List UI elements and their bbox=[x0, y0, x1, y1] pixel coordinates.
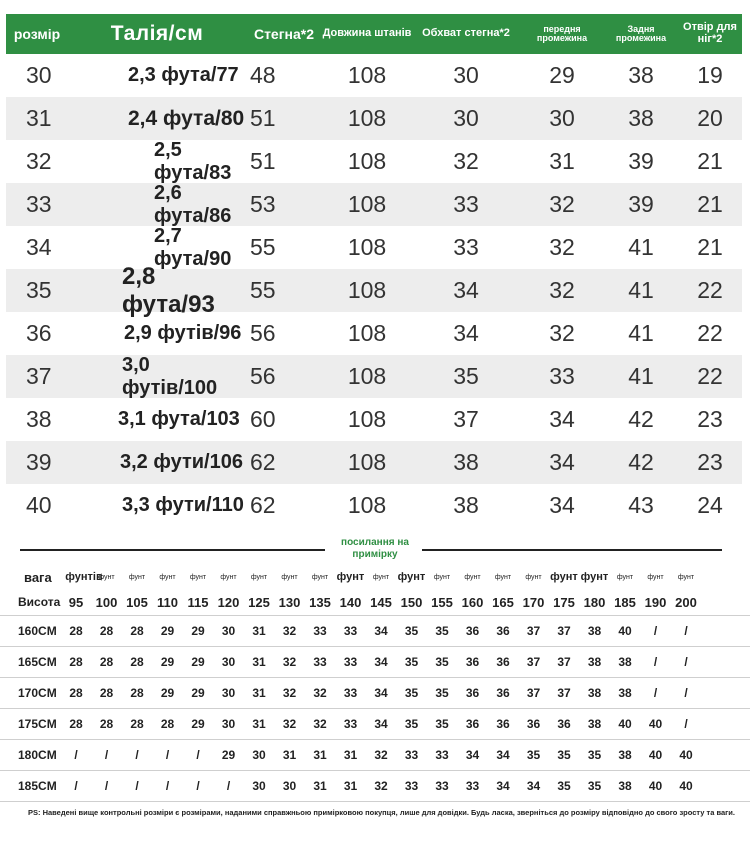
size-cell-waist: 2,6 фута/86 bbox=[154, 181, 232, 227]
weight-value: 105 bbox=[126, 594, 148, 610]
weight-unit: фунт bbox=[647, 573, 664, 581]
weight-value: 180 bbox=[583, 594, 606, 610]
fit-size-cell: 31 bbox=[282, 748, 297, 762]
fit-size-cell: / bbox=[196, 748, 200, 762]
size-cell-thigh: 30 bbox=[453, 105, 479, 131]
size-cell-front: 30 bbox=[549, 105, 575, 131]
size-cell-waist: 2,4 фута/80 bbox=[128, 106, 245, 130]
weight-unit: фунт bbox=[372, 573, 390, 581]
size-cell-back: 38 bbox=[628, 62, 654, 88]
size-cell-length: 108 bbox=[347, 105, 387, 131]
size-cell-leg: 19 bbox=[697, 62, 723, 88]
size-cell-length: 108 bbox=[347, 449, 387, 475]
fit-size-cell: 33 bbox=[343, 717, 358, 731]
fit-size-cell: / bbox=[74, 748, 78, 762]
weight-unit: фунт bbox=[128, 573, 146, 581]
header-back-rise: Задня промежина bbox=[615, 23, 667, 43]
fit-size-cell: 34 bbox=[496, 748, 510, 762]
fit-size-cell: 34 bbox=[374, 686, 388, 700]
size-cell-length: 108 bbox=[347, 191, 387, 217]
fit-size-cell: 28 bbox=[99, 624, 114, 638]
fit-size-cell: 36 bbox=[496, 624, 510, 638]
height-value: 180CM bbox=[18, 748, 57, 762]
size-cell-waist: 3,0 футів/100 bbox=[122, 353, 218, 399]
fit-size-cell: 40 bbox=[679, 779, 693, 793]
size-cell-size: 37 bbox=[26, 363, 52, 389]
size-cell-thigh: 32 bbox=[453, 148, 479, 174]
size-cell-thigh: 35 bbox=[453, 363, 479, 389]
size-cell-front: 33 bbox=[549, 363, 575, 389]
fit-size-cell: 35 bbox=[404, 624, 419, 638]
size-cell-front: 34 bbox=[549, 406, 575, 432]
weight-unit: фунт bbox=[281, 573, 298, 581]
weight-unit: фунт bbox=[616, 573, 634, 581]
size-cell-length: 108 bbox=[347, 406, 387, 432]
fit-size-cell: 34 bbox=[496, 779, 510, 793]
header-size: розмір bbox=[13, 25, 61, 42]
fit-size-cell: 28 bbox=[160, 717, 175, 731]
fit-size-cell: / bbox=[196, 779, 200, 793]
fit-size-cell: 30 bbox=[221, 624, 236, 638]
size-cell-waist: 2,5 фута/83 bbox=[154, 138, 232, 184]
weight-unit: фунт bbox=[464, 573, 481, 581]
fit-size-cell: 32 bbox=[282, 686, 297, 700]
fit-size-cell: 33 bbox=[343, 624, 358, 638]
height-value: 170CM bbox=[18, 686, 57, 700]
weight-value: 165 bbox=[492, 594, 514, 610]
size-cell-leg: 24 bbox=[697, 492, 723, 518]
size-cell-leg: 22 bbox=[697, 320, 723, 346]
divider-line-left bbox=[20, 549, 325, 551]
fit-size-cell: 29 bbox=[191, 655, 205, 669]
fit-size-cell: 35 bbox=[587, 748, 602, 762]
fit-reference-title: посилання на примірку bbox=[341, 537, 409, 560]
fit-size-cell: 35 bbox=[404, 686, 419, 700]
fit-size-cell: 28 bbox=[69, 655, 83, 669]
size-cell-front: 32 bbox=[549, 277, 575, 303]
weight-unit: фунт bbox=[159, 573, 176, 581]
fit-size-cell: / bbox=[653, 624, 658, 638]
fit-size-cell: 38 bbox=[618, 655, 632, 669]
fit-size-cell: 33 bbox=[404, 748, 419, 762]
weight-unit: фунт bbox=[550, 571, 578, 583]
fit-size-cell: 31 bbox=[252, 655, 266, 669]
size-cell-length: 108 bbox=[347, 234, 387, 260]
fit-size-cell: 35 bbox=[526, 748, 541, 762]
size-cell-hip: 56 bbox=[250, 320, 276, 346]
weight-unit: фунт bbox=[433, 573, 451, 581]
size-cell-waist: 3,1 фута/103 bbox=[118, 408, 240, 430]
size-cell-length: 108 bbox=[347, 363, 387, 389]
size-cell-waist: 2,8 фута/93 bbox=[122, 262, 215, 318]
weight-value: 135 bbox=[309, 594, 331, 610]
size-cell-front: 34 bbox=[549, 492, 575, 518]
fit-size-cell: 34 bbox=[465, 748, 480, 762]
size-cell-front: 29 bbox=[549, 62, 575, 88]
fit-size-cell: 33 bbox=[404, 779, 419, 793]
size-row bbox=[6, 262, 742, 318]
size-cell-hip: 62 bbox=[250, 449, 276, 475]
fit-size-cell: 31 bbox=[252, 624, 266, 638]
size-table-body bbox=[6, 54, 742, 527]
fit-size-cell: / bbox=[165, 779, 170, 793]
size-cell-size: 39 bbox=[26, 449, 52, 475]
weight-value: 185 bbox=[614, 594, 636, 610]
size-row bbox=[6, 441, 742, 484]
fit-size-cell: 29 bbox=[191, 624, 205, 638]
fit-size-cell: 35 bbox=[557, 779, 571, 793]
fit-size-cell: 31 bbox=[313, 779, 327, 793]
height-row bbox=[0, 771, 750, 802]
size-cell-back: 39 bbox=[628, 148, 654, 174]
weight-unit: фунт bbox=[525, 573, 542, 581]
size-cell-waist: 2,3 фута/77 bbox=[128, 64, 239, 86]
fit-size-cell: 33 bbox=[313, 624, 327, 638]
fit-size-cell: / bbox=[135, 748, 139, 762]
fit-size-cell: 37 bbox=[526, 655, 541, 669]
fit-size-cell: 33 bbox=[435, 748, 449, 762]
size-cell-leg: 21 bbox=[697, 148, 723, 174]
fit-size-cell: 35 bbox=[435, 686, 449, 700]
weight-unit-row bbox=[0, 565, 750, 589]
size-cell-hip: 56 bbox=[250, 363, 276, 389]
fit-size-cell: 33 bbox=[435, 779, 449, 793]
fit-size-cell: 36 bbox=[465, 686, 480, 700]
fit-size-cell: 30 bbox=[221, 717, 236, 731]
weight-unit: фунт bbox=[220, 573, 237, 581]
fit-size-cell: 32 bbox=[374, 748, 388, 762]
weight-value: 130 bbox=[278, 594, 301, 610]
fit-size-cell: 28 bbox=[99, 686, 114, 700]
weight-unit: фунт bbox=[98, 573, 115, 581]
fit-size-cell: 35 bbox=[435, 624, 449, 638]
size-cell-leg: 22 bbox=[697, 277, 723, 303]
size-cell-front: 31 bbox=[549, 148, 575, 174]
fit-size-cell: / bbox=[684, 717, 688, 731]
size-table-header bbox=[6, 14, 742, 54]
size-cell-hip: 51 bbox=[250, 105, 276, 131]
size-cell-back: 41 bbox=[628, 277, 654, 303]
fit-size-cell: 35 bbox=[404, 717, 419, 731]
fit-size-cell: 32 bbox=[313, 717, 327, 731]
size-cell-waist: 3,2 фути/106 bbox=[120, 451, 243, 473]
fit-size-cell: 31 bbox=[343, 748, 358, 762]
fit-size-cell: 29 bbox=[160, 655, 175, 669]
weight-value: 190 bbox=[644, 594, 667, 610]
size-cell-size: 33 bbox=[26, 191, 52, 217]
fit-size-cell: 40 bbox=[618, 624, 632, 638]
fit-size-cell: 38 bbox=[587, 624, 602, 638]
size-cell-leg: 21 bbox=[697, 234, 723, 260]
fit-size-cell: 28 bbox=[130, 624, 144, 638]
size-cell-size: 38 bbox=[26, 406, 52, 432]
header-thigh: Обхват стегна*2 bbox=[422, 27, 510, 40]
fit-size-cell: 32 bbox=[282, 655, 297, 669]
fit-size-cell: 31 bbox=[313, 748, 327, 762]
ps-note: PS: Наведені вище контрольні розміри є розмірами, наданими справжньою примірковою покупця, лише для довідки. Будь ласка, зверніться до розміру відповідно до свого зросту та ваги. bbox=[28, 808, 735, 817]
fit-size-cell: 34 bbox=[374, 655, 388, 669]
weight-value: 125 bbox=[248, 594, 270, 610]
size-cell-leg: 23 bbox=[697, 406, 723, 432]
size-cell-thigh: 34 bbox=[453, 320, 479, 346]
fit-size-cell: / bbox=[104, 779, 109, 793]
fit-size-cell: 31 bbox=[252, 686, 266, 700]
fit-size-cell: 30 bbox=[282, 779, 297, 793]
weight-label: вага bbox=[24, 569, 52, 585]
weight-unit: фунтів bbox=[65, 571, 103, 583]
weight-unit: фунт bbox=[311, 573, 329, 581]
fit-size-cell: 40 bbox=[648, 748, 663, 762]
size-cell-front: 32 bbox=[549, 191, 575, 217]
fit-size-cell: 37 bbox=[557, 686, 571, 700]
fit-size-cell: 34 bbox=[374, 624, 388, 638]
size-row bbox=[6, 140, 742, 183]
size-cell-thigh: 34 bbox=[453, 277, 479, 303]
height-label: Висота bbox=[18, 595, 61, 609]
fit-size-cell: 32 bbox=[282, 717, 297, 731]
fit-size-cell: 40 bbox=[679, 748, 693, 762]
header-leg-opening: Отвір для ніг*2 bbox=[683, 21, 737, 45]
header-hip: Стегна*2 bbox=[253, 25, 315, 42]
fit-size-cell: 36 bbox=[496, 717, 510, 731]
size-cell-back: 39 bbox=[628, 191, 654, 217]
size-cell-length: 108 bbox=[347, 277, 387, 303]
fit-size-cell: 30 bbox=[221, 686, 236, 700]
fit-size-cell: 34 bbox=[374, 717, 388, 731]
size-cell-size: 31 bbox=[26, 105, 52, 131]
height-value: 160CM bbox=[18, 624, 57, 638]
size-row bbox=[6, 484, 742, 527]
size-cell-hip: 62 bbox=[250, 492, 276, 518]
fit-size-cell: 33 bbox=[343, 655, 358, 669]
size-cell-back: 41 bbox=[628, 234, 654, 260]
size-cell-waist: 2,7 фута/90 bbox=[154, 224, 232, 270]
fit-size-cell: 28 bbox=[130, 717, 144, 731]
size-cell-leg: 22 bbox=[697, 363, 723, 389]
size-cell-back: 38 bbox=[628, 105, 654, 131]
fit-size-cell: / bbox=[653, 686, 658, 700]
fit-size-cell: 28 bbox=[69, 717, 83, 731]
weight-unit: фунт bbox=[336, 571, 365, 583]
size-row bbox=[6, 97, 742, 140]
size-cell-back: 41 bbox=[628, 320, 654, 346]
fit-size-cell: 32 bbox=[282, 624, 297, 638]
height-value: 165CM bbox=[18, 655, 57, 669]
weight-value: 175 bbox=[553, 594, 575, 610]
fit-size-cell: 29 bbox=[191, 717, 205, 731]
size-cell-thigh: 38 bbox=[453, 449, 479, 475]
weight-value: 110 bbox=[157, 594, 178, 610]
fit-size-cell: 38 bbox=[587, 717, 602, 731]
fit-size-cell: 38 bbox=[618, 779, 632, 793]
fit-size-cell: 28 bbox=[130, 686, 144, 700]
size-cell-leg: 23 bbox=[697, 449, 723, 475]
fit-size-cell: 37 bbox=[526, 686, 541, 700]
fit-size-cell: 30 bbox=[221, 655, 236, 669]
size-cell-hip: 51 bbox=[250, 148, 276, 174]
fit-size-cell: / bbox=[684, 655, 688, 669]
fit-size-cell: 36 bbox=[496, 686, 510, 700]
fit-size-cell: 32 bbox=[313, 686, 327, 700]
fit-size-cell: / bbox=[226, 779, 231, 793]
height-row bbox=[0, 678, 750, 709]
fit-size-cell: 38 bbox=[587, 655, 602, 669]
fit-size-cell: 38 bbox=[587, 686, 602, 700]
weight-height-grid bbox=[0, 565, 750, 802]
size-cell-thigh: 30 bbox=[453, 62, 479, 88]
weight-unit: фунт bbox=[580, 571, 609, 583]
weight-value: 115 bbox=[187, 594, 209, 610]
fit-size-cell: / bbox=[653, 655, 658, 669]
fit-size-cell: 29 bbox=[160, 624, 175, 638]
size-cell-hip: 60 bbox=[250, 406, 276, 432]
size-cell-front: 32 bbox=[549, 320, 575, 346]
weight-value: 155 bbox=[431, 594, 453, 610]
header-length: Довжина штанів bbox=[322, 27, 412, 40]
size-cell-hip: 53 bbox=[250, 191, 276, 217]
size-row bbox=[6, 355, 742, 398]
size-cell-length: 108 bbox=[347, 320, 387, 346]
fit-size-cell: 28 bbox=[130, 655, 144, 669]
fit-size-cell: 36 bbox=[465, 717, 480, 731]
fit-size-cell: / bbox=[74, 779, 78, 793]
fit-size-cell: 31 bbox=[252, 717, 266, 731]
size-row bbox=[6, 183, 742, 226]
weight-value: 160 bbox=[461, 594, 484, 610]
weight-unit: фунт bbox=[189, 573, 207, 581]
fit-size-cell: 28 bbox=[99, 655, 114, 669]
weight-unit: фунт bbox=[677, 573, 695, 581]
fit-size-cell: 33 bbox=[343, 686, 358, 700]
fit-size-cell: 33 bbox=[313, 655, 327, 669]
weight-value: 140 bbox=[339, 594, 362, 610]
header-waist: Талія/см bbox=[110, 21, 204, 45]
fit-size-cell: 36 bbox=[465, 624, 480, 638]
fit-size-cell: 28 bbox=[69, 686, 83, 700]
size-row bbox=[6, 54, 742, 97]
fit-size-cell: 40 bbox=[648, 717, 663, 731]
weight-value: 150 bbox=[400, 594, 423, 610]
fit-size-cell: / bbox=[684, 624, 688, 638]
fit-size-cell: 36 bbox=[496, 655, 510, 669]
fit-size-cell: / bbox=[165, 748, 170, 762]
fit-size-cell: 36 bbox=[557, 717, 571, 731]
size-cell-hip: 55 bbox=[250, 277, 276, 303]
fit-size-cell: 30 bbox=[252, 779, 266, 793]
fit-size-cell: 33 bbox=[465, 779, 480, 793]
height-row bbox=[0, 709, 750, 740]
divider-line-right bbox=[422, 549, 722, 551]
fit-reference-divider bbox=[0, 536, 750, 564]
size-cell-back: 42 bbox=[628, 449, 654, 475]
height-value: 185CM bbox=[18, 779, 57, 793]
fit-size-cell: 40 bbox=[648, 779, 663, 793]
size-cell-thigh: 38 bbox=[453, 492, 479, 518]
fit-size-cell: 36 bbox=[465, 655, 480, 669]
fit-size-cell: / bbox=[104, 748, 109, 762]
size-cell-size: 35 bbox=[26, 277, 52, 303]
weight-value: 145 bbox=[370, 594, 392, 610]
fit-size-cell: 38 bbox=[618, 686, 632, 700]
fit-size-cell: 29 bbox=[160, 686, 175, 700]
size-cell-back: 42 bbox=[628, 406, 654, 432]
weight-value: 95 bbox=[68, 594, 84, 610]
size-cell-back: 41 bbox=[628, 363, 654, 389]
fit-size-cell: / bbox=[684, 686, 688, 700]
size-cell-hip: 48 bbox=[250, 62, 276, 88]
fit-size-cell: 29 bbox=[191, 686, 205, 700]
height-row bbox=[0, 740, 750, 771]
weight-unit: фунт bbox=[494, 573, 512, 581]
size-cell-waist: 2,9 футів/96 bbox=[124, 322, 242, 344]
size-cell-length: 108 bbox=[347, 62, 387, 88]
height-row bbox=[0, 647, 750, 678]
size-cell-hip: 55 bbox=[250, 234, 276, 260]
fit-size-cell: 37 bbox=[526, 624, 541, 638]
weight-unit: фунт bbox=[397, 571, 426, 583]
size-cell-length: 108 bbox=[347, 492, 387, 518]
size-cell-leg: 20 bbox=[697, 105, 723, 131]
fit-size-cell: / bbox=[135, 779, 139, 793]
size-cell-front: 32 bbox=[549, 234, 575, 260]
fit-size-cell: 35 bbox=[404, 655, 419, 669]
size-cell-size: 40 bbox=[26, 492, 52, 518]
fit-size-cell: 37 bbox=[557, 624, 571, 638]
height-row bbox=[0, 616, 750, 647]
fit-size-cell: 35 bbox=[557, 748, 571, 762]
weight-value: 170 bbox=[522, 594, 545, 610]
fit-size-cell: 31 bbox=[343, 779, 358, 793]
size-cell-thigh: 37 bbox=[453, 406, 479, 432]
size-cell-front: 34 bbox=[549, 449, 575, 475]
weight-value: 100 bbox=[95, 594, 118, 610]
fit-size-cell: 35 bbox=[587, 779, 602, 793]
size-cell-size: 30 bbox=[26, 62, 52, 88]
size-cell-size: 32 bbox=[26, 148, 52, 174]
fit-size-cell: 35 bbox=[435, 717, 449, 731]
size-row bbox=[6, 398, 742, 441]
fit-size-cell: 28 bbox=[99, 717, 114, 731]
fit-size-cell: 36 bbox=[526, 717, 541, 731]
fit-size-cell: 32 bbox=[374, 779, 388, 793]
fit-size-cell: 29 bbox=[221, 748, 236, 762]
weight-unit: фунт bbox=[250, 573, 268, 581]
weight-value: 120 bbox=[217, 594, 240, 610]
fit-size-cell: 30 bbox=[252, 748, 266, 762]
size-cell-waist: 3,3 фути/110 bbox=[122, 494, 244, 516]
size-cell-thigh: 33 bbox=[453, 234, 479, 260]
size-cell-length: 108 bbox=[347, 148, 387, 174]
fit-size-cell: 37 bbox=[557, 655, 571, 669]
size-cell-size: 36 bbox=[26, 320, 52, 346]
size-cell-size: 34 bbox=[26, 234, 52, 260]
weight-value-row bbox=[0, 589, 750, 616]
weight-value: 200 bbox=[675, 594, 697, 610]
header-front-rise: передня промежина bbox=[536, 23, 588, 43]
size-cell-thigh: 33 bbox=[453, 191, 479, 217]
fit-size-cell: 35 bbox=[435, 655, 449, 669]
fit-size-cell: 28 bbox=[69, 624, 83, 638]
fit-size-cell: 38 bbox=[618, 748, 632, 762]
size-cell-back: 43 bbox=[628, 492, 654, 518]
height-value: 175CM bbox=[18, 717, 57, 731]
fit-size-cell: 40 bbox=[618, 717, 632, 731]
fit-size-cell: 34 bbox=[526, 779, 541, 793]
size-cell-leg: 21 bbox=[697, 191, 723, 217]
